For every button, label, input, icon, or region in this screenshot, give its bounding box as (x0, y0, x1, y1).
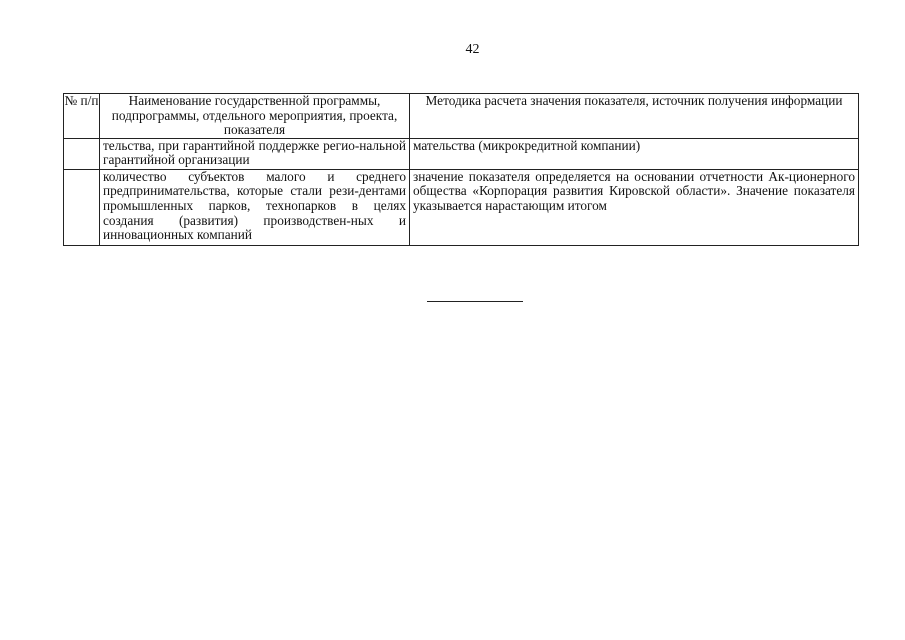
row-num-cell (64, 169, 100, 245)
row-num-cell (64, 138, 100, 169)
table-header-row (64, 94, 859, 139)
table-row (64, 169, 859, 245)
indicator-table (63, 93, 859, 246)
row-method-cell: мательства (микрокредитной компании) (410, 138, 859, 169)
page-number: 42 (465, 42, 480, 57)
row-name-cell: количество субъектов малого и среднего предпринимательства, которые стали рези-дентами промышленных парков, технопарков в целях создания (развития) производствен-ных и инновационных компаний (100, 169, 410, 245)
end-of-document-rule (427, 301, 523, 302)
header-num: № п/п (64, 94, 100, 139)
header-method: Методика расчета значения показателя, источник получения информации (410, 94, 859, 139)
header-name: Наименование государственной программы, подпрограммы, отдельного мероприятия, проекта, показателя (100, 94, 410, 139)
row-method-cell: значение показателя определяется на основании отчетности Ак-ционерного общества «Корпорация развития Кировской области». Значение показателя указывается нарастающим итогом (410, 169, 859, 245)
table-row (64, 138, 859, 169)
row-name-cell: тельства, при гарантийной поддержке регио-нальной гарантийной организации (100, 138, 410, 169)
